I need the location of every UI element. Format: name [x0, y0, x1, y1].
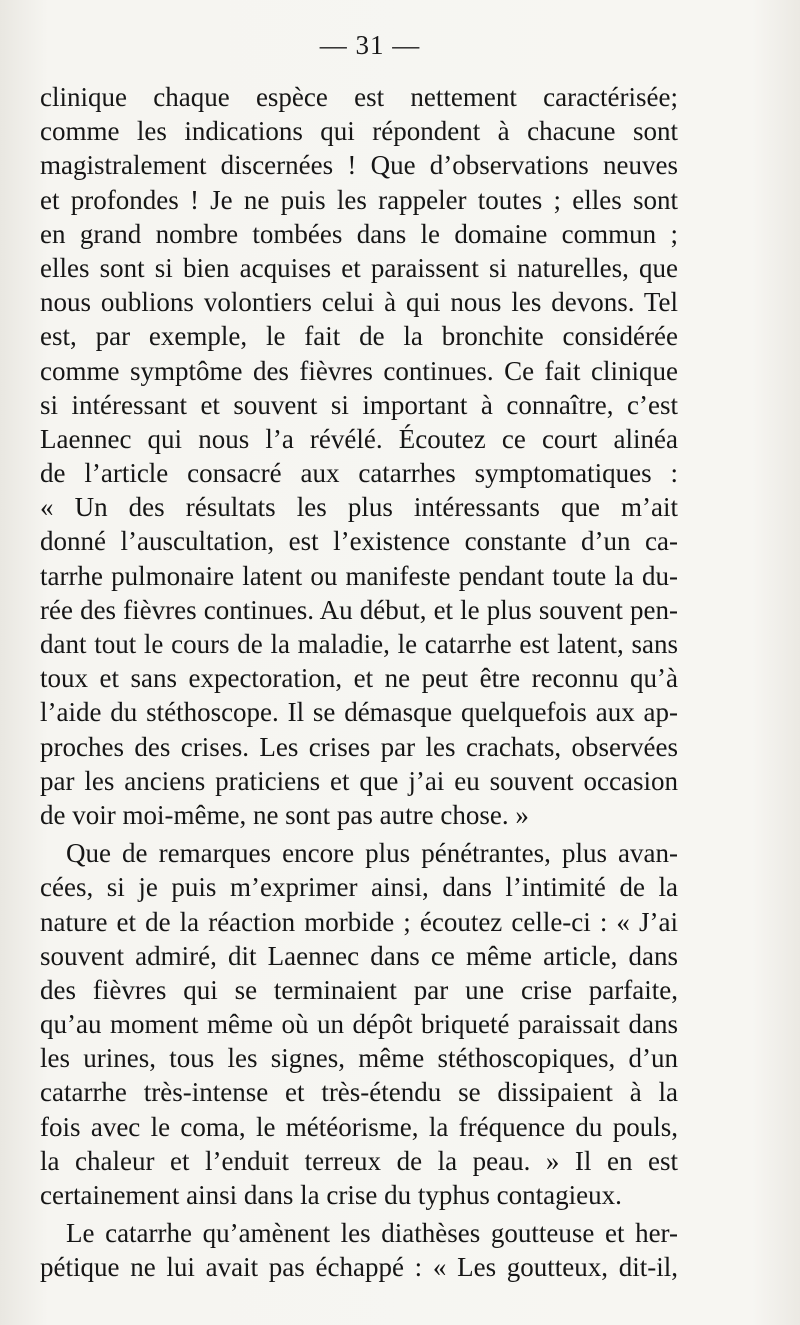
text-line: nature et de la réaction morbide ; écoutez celle-ci : « J’ai [40, 906, 678, 937]
text-line: par les anciens praticiens et que j’ai eu souvent occasion [40, 765, 678, 796]
text-line: Le catarrhe qu’amènent les diathèses goutteuse et her- [66, 1218, 678, 1249]
text-line: catarrhe très-intense et très-étendu se dissipaient à la [40, 1077, 678, 1108]
text-line: la chaleur et l’enduit terreux de la peau. » Il en est [40, 1145, 678, 1176]
text-line: rée des fièvres continues. Au début, et le plus souvent pen- [40, 594, 678, 625]
text-line: fois avec le coma, le météorisme, la fréquence du pouls, [40, 1111, 678, 1142]
text-line: certainement ainsi dans la crise du typhus contagieux. [40, 1180, 622, 1210]
text-line: en grand nombre tombées dans le domaine commun ; [40, 218, 678, 249]
text-line: toux et sans expectoration, et ne peut être reconnu qu’à [40, 663, 678, 694]
text-line: cées, si je puis m’exprimer ainsi, dans l’intimité de la [40, 872, 678, 903]
text-line: proches des crises. Les crises par les crachats, observées [40, 731, 678, 762]
text-line: des fièvres qui se terminaient par une crise parfaite, [40, 974, 678, 1005]
text-line: Laennec qui nous l’a révélé. Écoutez ce court alinéa [40, 423, 678, 454]
text-line: « Un des résultats les plus intéressants que m’ait [40, 492, 678, 523]
text-line: souvent admiré, dit Laennec dans ce même article, dans [40, 940, 678, 971]
text-line: l’aide du stéthoscope. Il se démasque quelquefois aux ap- [40, 697, 678, 728]
text-line: comme les indications qui répondent à chacune sont [40, 116, 678, 147]
page-number: — 31 — [319, 30, 421, 60]
text-line: donné l’auscultation, est l’existence constante d’un ca- [40, 526, 678, 557]
text-line: comme symptôme des fièvres continues. Ce fait clinique [40, 355, 678, 386]
body-text [40, 80, 678, 1285]
text-line: si intéressant et souvent si important à connaître, c’est [40, 389, 678, 420]
text-line: est, par exemple, le fait de la bronchite considérée [40, 321, 678, 352]
text-line: qu’au moment même où un dépôt briqueté paraissait dans [40, 1009, 678, 1040]
text-line: nous oublions volontiers celui à qui nous les devons. Tel [40, 287, 678, 318]
text-line: et profondes ! Je ne puis les rappeler toutes ; elles sont [40, 184, 678, 215]
text-line: Que de remarques encore plus pénétrantes, plus avan- [66, 838, 678, 869]
text-line: de voir moi-même, ne sont pas autre chose. » [40, 799, 529, 830]
text-line: tarrhe pulmonaire latent ou manifeste pendant toute la du- [40, 560, 678, 591]
text-line: magistralement discernées ! Que d’observations neuves [40, 150, 678, 181]
text-line: de l’article consacré aux catarrhes symptomatiques : [40, 458, 678, 489]
text-line: clinique chaque espèce est nettement caractérisée; [40, 82, 678, 112]
text-line: elles sont si bien acquises et paraissent si naturelles, que [40, 252, 678, 283]
text-line: pétique ne lui avait pas échappé : « Les goutteux, dit-il, [40, 1252, 678, 1283]
text-line: les urines, tous les signes, même stéthoscopiques, d’un [40, 1043, 678, 1074]
text-line: dant tout le cours de la maladie, le catarrhe est latent, sans [40, 629, 678, 659]
